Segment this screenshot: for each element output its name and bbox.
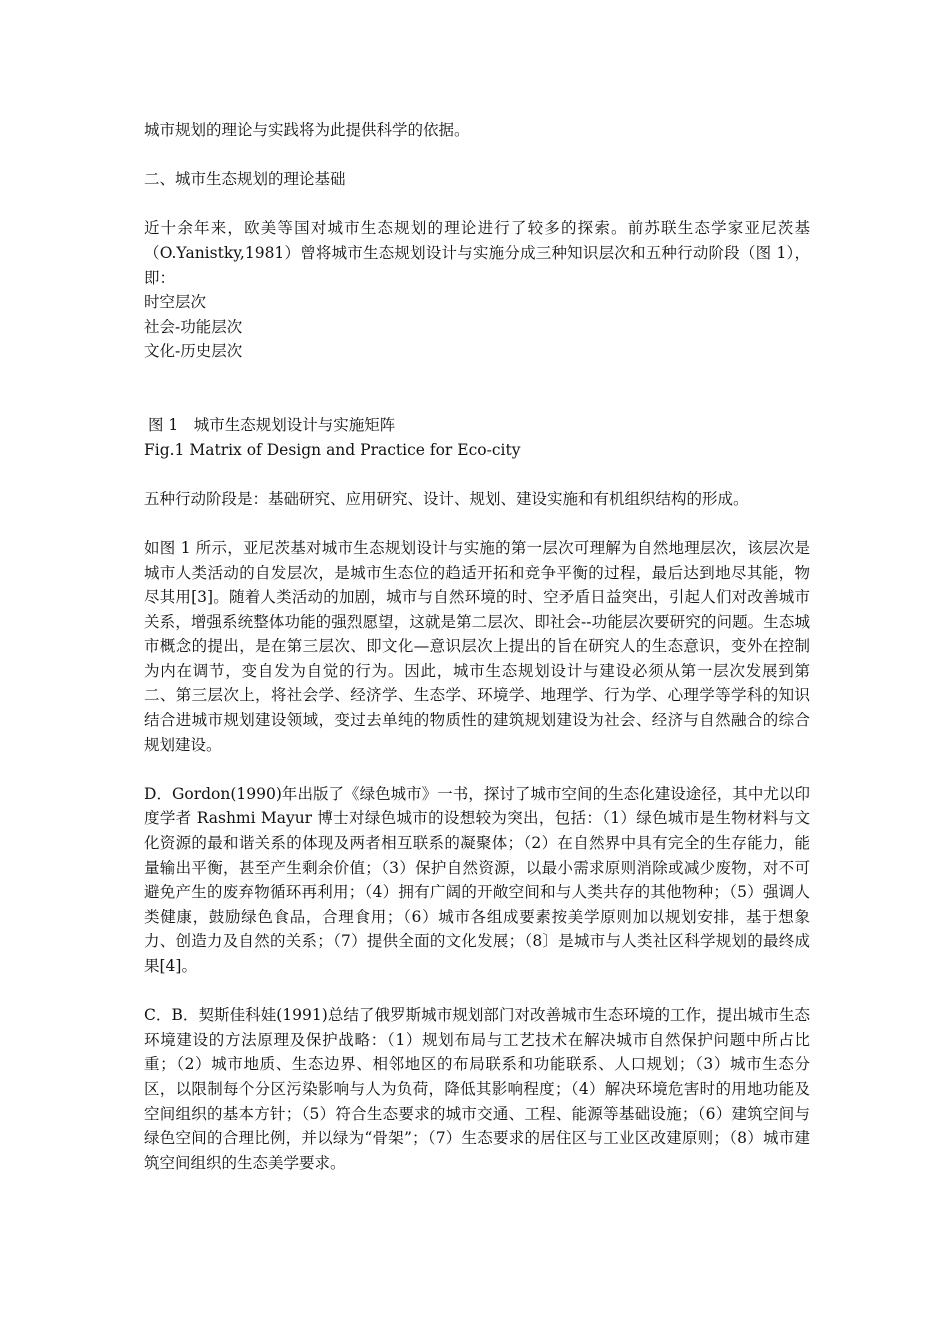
document-page bbox=[144, 118, 810, 1175]
figure-caption-en: Fig.1 Matrix of Design and Practice for Eco-city bbox=[144, 440, 521, 459]
level-item-2: 社会-功能层次 bbox=[144, 317, 243, 336]
paragraph-gordon: D．Gordon(1990)年出版了《绿色城市》一书，探讨了城市空间的生态化建设途径，其中尤以印度学者 Rashmi Mayur 博士对绿色城市的设想较为突出，包括：（1）绿色城市是生物材料与文化资源的最和谐关系的体现及两者相互联系的凝聚体；（2）在自然界中具有完全的生存能力，能量输出平衡，甚至产生剩余价值；（3）保护自然资源，以最小需求原则消除或减少废物，对不可避免产生的废弃物循环再利用；（4）拥有广阔的开敞空间和与人类共存的其他物种；（5）强调人类健康，鼓励绿色食品，合理食用；（6）城市各组成要素按美学原则加以规划安排，基于想象力、创造力及自然的关系；（7）提供全面的文化发展；（8〕是城市与人类社区科学规划的最终成果[4]。 bbox=[144, 784, 810, 975]
level-item-3: 文化-历史层次 bbox=[144, 342, 243, 361]
level-item-1: 时空层次 bbox=[144, 293, 207, 312]
paragraph-chistyakova: C．B．契斯佳科娃(1991)总结了俄罗斯城市规划部门对改善城市生态环境的工作，提出城市生态环境建设的方法原理及保护战略：（1）规划布局与工艺技术在解决城市自然保护问题中所占比重；（2）城市地质、生态边界、相邻地区的布局联系和功能联系、人口规划；（3）城市生态分区，以限制每个分区污染影响与人为负荷，降低其影响程度；（4）解决环境危害时的用地功能及空间组织的基本方针；（5）符合生态要求的城市交通、工程、能源等基础设施；（6）建筑空间与绿色空间的合理比例，并以绿为“骨架”；（7）生态要求的居住区与工业区改建原则；（8）城市建筑空间组织的生态美学要求。 bbox=[144, 1006, 810, 1172]
paragraph-intro: 城市规划的理论与实践将为此提供科学的依据。 bbox=[144, 121, 470, 139]
section-heading: 二、城市生态规划的理论基础 bbox=[144, 170, 346, 189]
paragraph-stages: 五种行动阶段是：基础研究、应用研究、设计、规划、建设实施和有机组织结构的形成。 bbox=[144, 489, 749, 508]
figure-caption-cn: 图 1 城市生态规划设计与实施矩阵 bbox=[148, 415, 396, 434]
paragraph-figure1-explanation: 如图 1 所示，亚尼茨基对城市生态规划设计与实施的第一层次可理解为自然地理层次，该层次是城市人类活动的自发层次，是城市生态位的趋适开拓和竞争平衡的过程，最后达到地尽其能，物尽其用[3]。随着人类活动的加剧，城市与自然环境的时、空矛盾日益突出，引起人们对改善城市关系，增强系统整体功能的强烈愿望，这就是第二层次、即社会--功能层次要研究的问题。生态城市概念的提出，是在第三层次、即文化—意识层次上提出的旨在研究人的生态意识，变外在控制为内在调节，变自发为自觉的行为。因此，城市生态规划设计与建设必须从第一层次发展到第二、第三层次上，将社会学、经济学、生态学、环境学、地理学、行为学、心理学等学科的知识结合进城市规划建设领域，变过去单纯的物质性的建筑规划建设为社会、经济与自然融合的综合规划建设。 bbox=[144, 538, 810, 754]
paragraph-yanitsky: 近十余年来，欧美等国对城市生态规划的理论进行了较多的探索。前苏联生态学家亚尼茨基（O.Yanistky,1981）曾将城市生态规划设计与实施分成三种知识层次和五种行动阶段（图 1），即： bbox=[144, 219, 810, 287]
